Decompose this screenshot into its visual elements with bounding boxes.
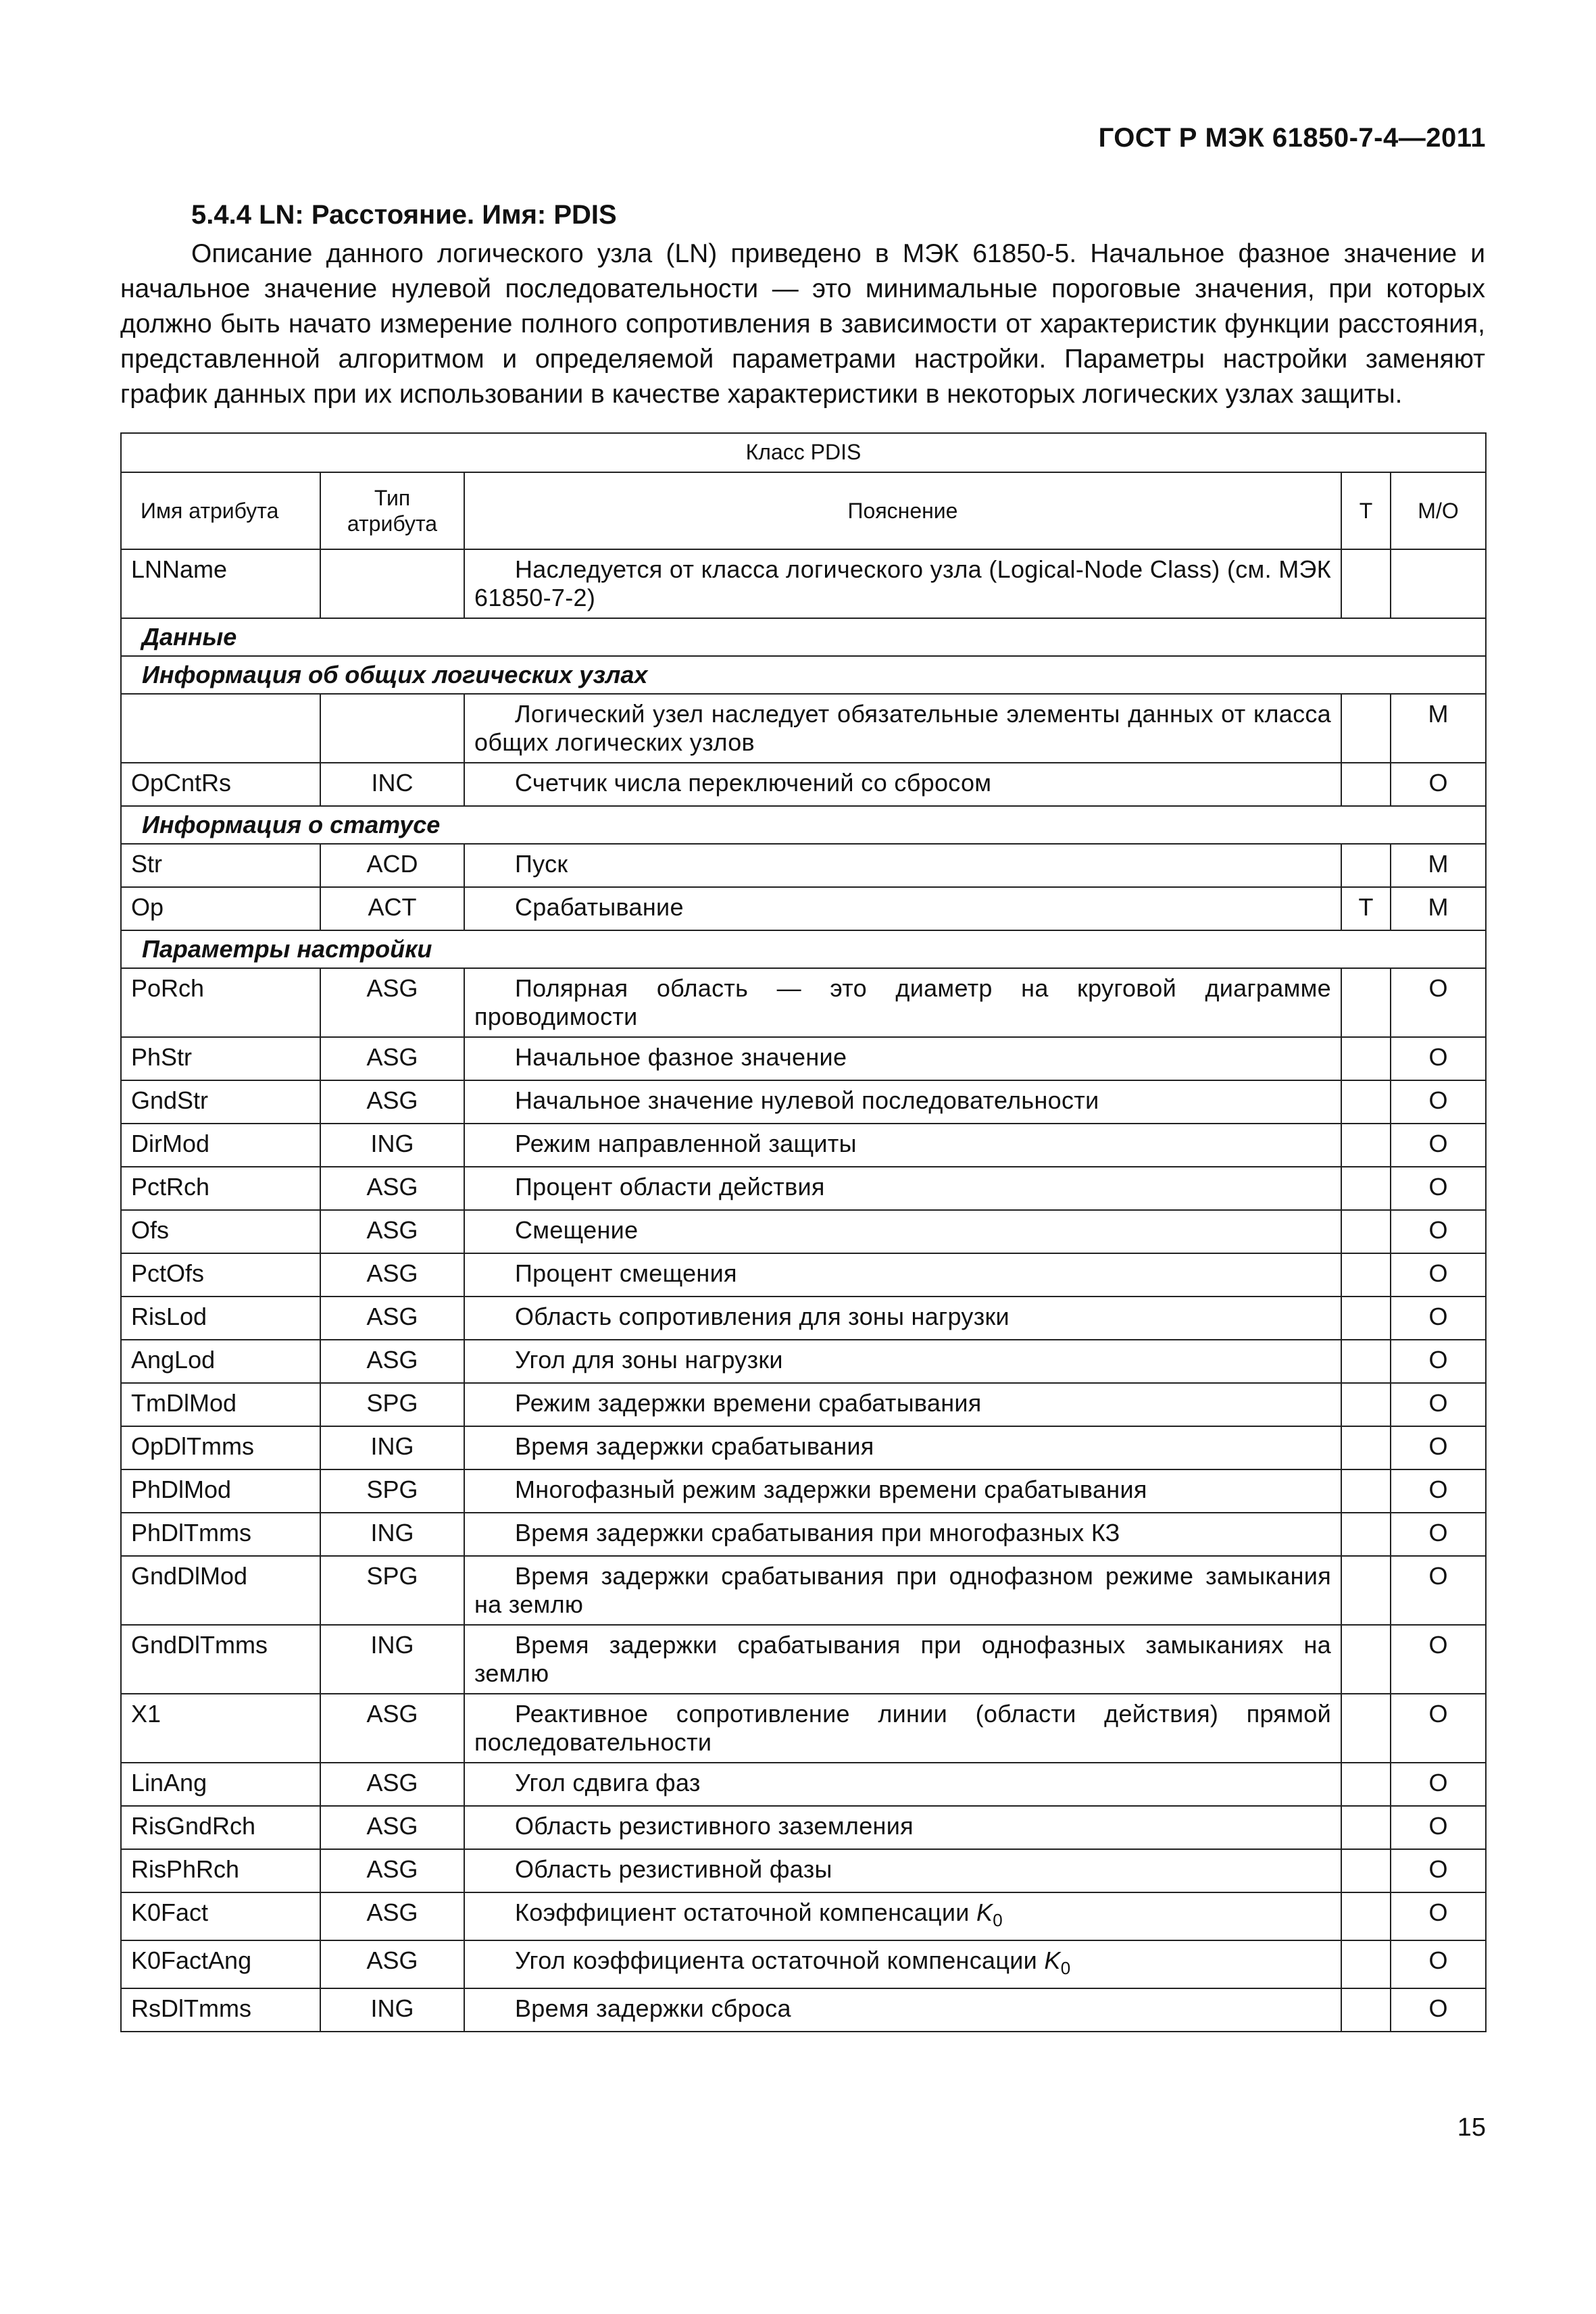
column-header-attribute-name: Имя атрибута bbox=[121, 472, 320, 549]
table-row bbox=[121, 1383, 1486, 1426]
attribute-name-cell bbox=[121, 694, 320, 763]
attribute-type-cell: SPG bbox=[320, 1556, 464, 1625]
attribute-name-cell: GndDlTmms bbox=[121, 1625, 320, 1694]
k-subscript: 0 bbox=[993, 1910, 1003, 1931]
mo-cell: O bbox=[1391, 1167, 1486, 1210]
description-cell: Область резистивного заземления bbox=[464, 1806, 1341, 1849]
attribute-type-cell: ING bbox=[320, 1124, 464, 1167]
mo-cell: O bbox=[1391, 1297, 1486, 1340]
attribute-name-cell: RisGndRch bbox=[121, 1806, 320, 1849]
attribute-type-cell: ING bbox=[320, 1426, 464, 1469]
attribute-name-cell: Ofs bbox=[121, 1210, 320, 1253]
attribute-type-cell bbox=[320, 549, 464, 618]
t-cell bbox=[1341, 1694, 1391, 1763]
description-cell: Смещение bbox=[464, 1210, 1341, 1253]
description-cell: Процент области действия bbox=[464, 1167, 1341, 1210]
t-cell bbox=[1341, 1383, 1391, 1426]
attribute-name-cell: K0FactAng bbox=[121, 1940, 320, 1988]
attribute-type-cell: ASG bbox=[320, 1763, 464, 1806]
column-header-description: Пояснение bbox=[464, 472, 1341, 549]
description-cell: Многофазный режим задержки времени срабатывания bbox=[464, 1469, 1341, 1513]
table-row bbox=[121, 844, 1486, 887]
table-row bbox=[121, 1694, 1486, 1763]
attribute-name-cell: GndStr bbox=[121, 1080, 320, 1124]
description-cell: Режим задержки времени срабатывания bbox=[464, 1383, 1341, 1426]
description-cell: Время задержки срабатывания bbox=[464, 1426, 1341, 1469]
attribute-type-cell: ACT bbox=[320, 887, 464, 930]
table-section-row bbox=[121, 930, 1486, 968]
table-row bbox=[121, 1297, 1486, 1340]
t-cell bbox=[1341, 1167, 1391, 1210]
attribute-type-cell: ASG bbox=[320, 1037, 464, 1080]
table-row bbox=[121, 1124, 1486, 1167]
t-cell bbox=[1341, 1469, 1391, 1513]
t-cell bbox=[1341, 1210, 1391, 1253]
mo-cell: O bbox=[1391, 1892, 1486, 1940]
mo-cell: O bbox=[1391, 1806, 1486, 1849]
t-cell bbox=[1341, 1625, 1391, 1694]
mo-cell: O bbox=[1391, 1940, 1486, 1988]
attribute-type-cell: SPG bbox=[320, 1469, 464, 1513]
attribute-type-cell: ASG bbox=[320, 968, 464, 1037]
attribute-type-cell: SPG bbox=[320, 1383, 464, 1426]
table-row bbox=[121, 1513, 1486, 1556]
t-cell bbox=[1341, 968, 1391, 1037]
t-cell bbox=[1341, 1037, 1391, 1080]
table-row bbox=[121, 1556, 1486, 1625]
table-row bbox=[121, 1167, 1486, 1210]
table-row bbox=[121, 694, 1486, 763]
mo-cell: O bbox=[1391, 1340, 1486, 1383]
table-class-title: Класс PDIS bbox=[121, 433, 1486, 472]
description-text: Коэффициент остаточной компенсации bbox=[515, 1898, 970, 1926]
t-cell bbox=[1341, 1513, 1391, 1556]
t-cell: T bbox=[1341, 887, 1391, 930]
mo-cell: M bbox=[1391, 844, 1486, 887]
attribute-name-cell: RsDlTmms bbox=[121, 1988, 320, 2032]
table-row bbox=[121, 763, 1486, 806]
k-subscript: 0 bbox=[1060, 1958, 1071, 1979]
t-cell bbox=[1341, 694, 1391, 763]
attribute-name-cell: LNName bbox=[121, 549, 320, 618]
description-text: Угол коэффициента остаточной компенсации bbox=[515, 1946, 1038, 1975]
table-row bbox=[121, 1253, 1486, 1297]
table-row bbox=[121, 887, 1486, 930]
mo-cell: O bbox=[1391, 1469, 1486, 1513]
table-section-row bbox=[121, 806, 1486, 844]
t-cell bbox=[1341, 844, 1391, 887]
attribute-type-cell: ASG bbox=[320, 1806, 464, 1849]
attribute-type-cell: ASG bbox=[320, 1297, 464, 1340]
t-cell bbox=[1341, 763, 1391, 806]
table-row bbox=[121, 1892, 1486, 1940]
attribute-type-cell: ING bbox=[320, 1625, 464, 1694]
mo-cell: M bbox=[1391, 694, 1486, 763]
attribute-type-cell: INC bbox=[320, 763, 464, 806]
attribute-type-cell: ASG bbox=[320, 1694, 464, 1763]
table-row bbox=[121, 1625, 1486, 1694]
table-row bbox=[121, 549, 1486, 618]
description-cell: Угол для зоны нагрузки bbox=[464, 1340, 1341, 1383]
attribute-name-cell: Op bbox=[121, 887, 320, 930]
mo-cell: M bbox=[1391, 887, 1486, 930]
section-label: Информация о статусе bbox=[121, 806, 1486, 844]
table-section-row bbox=[121, 618, 1486, 656]
table-section-row bbox=[121, 656, 1486, 694]
t-cell bbox=[1341, 1426, 1391, 1469]
table-row bbox=[121, 1037, 1486, 1080]
t-cell bbox=[1341, 1556, 1391, 1625]
mo-cell: O bbox=[1391, 1513, 1486, 1556]
description-cell: Счетчик числа переключений со сбросом bbox=[464, 763, 1341, 806]
mo-cell: O bbox=[1391, 1253, 1486, 1297]
section-intro-paragraph: Описание данного логического узла (LN) приведено в МЭК 61850-5. Начальное фазное значение и начальное значение нулевой последовательности — это минимальные пороговые значения, при которых должно быть начато измерение полного сопротивления в зависимости от характеристик функции расстояния, представленной алгоритмом и определяемой параметрами настройки. Параметры настройки заменяют график данных при их использовании в качестве характеристики в некоторых логических узлах защиты. bbox=[120, 239, 1485, 409]
table-row bbox=[121, 1080, 1486, 1124]
description-cell bbox=[464, 1940, 1341, 1988]
mo-cell: O bbox=[1391, 763, 1486, 806]
section-label: Информация об общих логических узлах bbox=[121, 656, 1486, 694]
t-cell bbox=[1341, 1940, 1391, 1988]
mo-cell: O bbox=[1391, 968, 1486, 1037]
description-cell: Полярная область — это диаметр на круговой диаграмме проводимости bbox=[464, 968, 1341, 1037]
attribute-name-cell: OpDlTmms bbox=[121, 1426, 320, 1469]
t-cell bbox=[1341, 1080, 1391, 1124]
attribute-name-cell: PhDlTmms bbox=[121, 1513, 320, 1556]
t-cell bbox=[1341, 1124, 1391, 1167]
t-cell bbox=[1341, 1806, 1391, 1849]
k-symbol: K bbox=[976, 1898, 993, 1926]
table-row bbox=[121, 1210, 1486, 1253]
description-cell: Время задержки сброса bbox=[464, 1988, 1341, 2032]
attribute-type-cell: ING bbox=[320, 1988, 464, 2032]
description-cell: Время задержки срабатывания при однофазном режиме замыкания на землю bbox=[464, 1556, 1341, 1625]
column-header-type-line2: атрибута bbox=[347, 511, 438, 536]
attribute-type-cell: ASG bbox=[320, 1210, 464, 1253]
mo-cell: O bbox=[1391, 1694, 1486, 1763]
attribute-type-cell: ASG bbox=[320, 1892, 464, 1940]
attribute-name-cell: K0Fact bbox=[121, 1892, 320, 1940]
k-symbol: K bbox=[1044, 1946, 1061, 1975]
attribute-name-cell: X1 bbox=[121, 1694, 320, 1763]
t-cell bbox=[1341, 1340, 1391, 1383]
mo-cell: O bbox=[1391, 1383, 1486, 1426]
description-cell bbox=[464, 1892, 1341, 1940]
table-row bbox=[121, 1940, 1486, 1988]
attribute-name-cell: DirMod bbox=[121, 1124, 320, 1167]
table-row bbox=[121, 968, 1486, 1037]
attribute-name-cell: Str bbox=[121, 844, 320, 887]
description-cell: Срабатывание bbox=[464, 887, 1341, 930]
table-row bbox=[121, 1340, 1486, 1383]
attribute-type-cell: ASG bbox=[320, 1940, 464, 1988]
mo-cell: O bbox=[1391, 1037, 1486, 1080]
t-cell bbox=[1341, 1763, 1391, 1806]
section-label: Данные bbox=[121, 618, 1486, 656]
t-cell bbox=[1341, 1297, 1391, 1340]
document-standard-header: ГОСТ Р МЭК 61850-7-4—2011 bbox=[1098, 123, 1486, 153]
table-row bbox=[121, 1763, 1486, 1806]
attribute-type-cell: ACD bbox=[320, 844, 464, 887]
t-cell bbox=[1341, 1253, 1391, 1297]
attribute-name-cell: PhStr bbox=[121, 1037, 320, 1080]
attribute-type-cell: ING bbox=[320, 1513, 464, 1556]
attribute-type-cell: ASG bbox=[320, 1253, 464, 1297]
table-row bbox=[121, 1849, 1486, 1892]
description-cell: Область резистивной фазы bbox=[464, 1849, 1341, 1892]
t-cell bbox=[1341, 549, 1391, 618]
attribute-name-cell: PctOfs bbox=[121, 1253, 320, 1297]
section-label: Параметры настройки bbox=[121, 930, 1486, 968]
table-body bbox=[121, 549, 1486, 2032]
t-cell bbox=[1341, 1988, 1391, 2032]
description-cell: Начальное фазное значение bbox=[464, 1037, 1341, 1080]
attribute-name-cell: OpCntRs bbox=[121, 763, 320, 806]
attribute-name-cell: RisPhRch bbox=[121, 1849, 320, 1892]
attribute-name-cell: LinAng bbox=[121, 1763, 320, 1806]
pdis-class-table bbox=[120, 432, 1487, 2032]
attribute-type-cell: ASG bbox=[320, 1080, 464, 1124]
attribute-name-cell: TmDlMod bbox=[121, 1383, 320, 1426]
attribute-type-cell bbox=[320, 694, 464, 763]
description-cell: Время задержки срабатывания при однофазных замыканиях на землю bbox=[464, 1625, 1341, 1694]
table-row bbox=[121, 1469, 1486, 1513]
column-header-attribute-type bbox=[320, 472, 464, 549]
mo-cell: O bbox=[1391, 1426, 1486, 1469]
description-cell: Наследуется от класса логического узла (Logical-Node Class) (см. МЭК 61850-7-2) bbox=[464, 549, 1341, 618]
mo-cell: O bbox=[1391, 1124, 1486, 1167]
page-number: 15 bbox=[1457, 2113, 1486, 2142]
section-heading: 5.4.4 LN: Расстояние. Имя: PDIS bbox=[191, 200, 617, 230]
attribute-name-cell: PctRch bbox=[121, 1167, 320, 1210]
description-cell: Начальное значение нулевой последовательности bbox=[464, 1080, 1341, 1124]
description-cell: Режим направленной защиты bbox=[464, 1124, 1341, 1167]
description-cell: Угол сдвига фаз bbox=[464, 1763, 1341, 1806]
description-cell: Реактивное сопротивление линии (области действия) прямой последовательности bbox=[464, 1694, 1341, 1763]
table-row bbox=[121, 1806, 1486, 1849]
description-cell: Область сопротивления для зоны нагрузки bbox=[464, 1297, 1341, 1340]
attribute-name-cell: RisLod bbox=[121, 1297, 320, 1340]
mo-cell: O bbox=[1391, 1625, 1486, 1694]
attribute-name-cell: PhDlMod bbox=[121, 1469, 320, 1513]
mo-cell bbox=[1391, 549, 1486, 618]
mo-cell: O bbox=[1391, 1556, 1486, 1625]
description-cell: Логический узел наследует обязательные элементы данных от класса общих логических узлов bbox=[464, 694, 1341, 763]
attribute-type-cell: ASG bbox=[320, 1849, 464, 1892]
attribute-type-cell: ASG bbox=[320, 1167, 464, 1210]
t-cell bbox=[1341, 1849, 1391, 1892]
description-cell: Время задержки срабатывания при многофазных КЗ bbox=[464, 1513, 1341, 1556]
column-header-mo: М/О bbox=[1391, 472, 1486, 549]
mo-cell: O bbox=[1391, 1080, 1486, 1124]
description-cell: Процент смещения bbox=[464, 1253, 1341, 1297]
attribute-name-cell: PoRch bbox=[121, 968, 320, 1037]
column-header-t: T bbox=[1341, 472, 1391, 549]
column-header-type-line1: Тип bbox=[374, 486, 411, 510]
table-row bbox=[121, 1426, 1486, 1469]
t-cell bbox=[1341, 1892, 1391, 1940]
mo-cell: O bbox=[1391, 1849, 1486, 1892]
attribute-type-cell: ASG bbox=[320, 1340, 464, 1383]
description-cell: Пуск bbox=[464, 844, 1341, 887]
mo-cell: O bbox=[1391, 1988, 1486, 2032]
table-row bbox=[121, 1988, 1486, 2032]
attribute-name-cell: GndDlMod bbox=[121, 1556, 320, 1625]
mo-cell: O bbox=[1391, 1763, 1486, 1806]
attribute-name-cell: AngLod bbox=[121, 1340, 320, 1383]
mo-cell: O bbox=[1391, 1210, 1486, 1253]
